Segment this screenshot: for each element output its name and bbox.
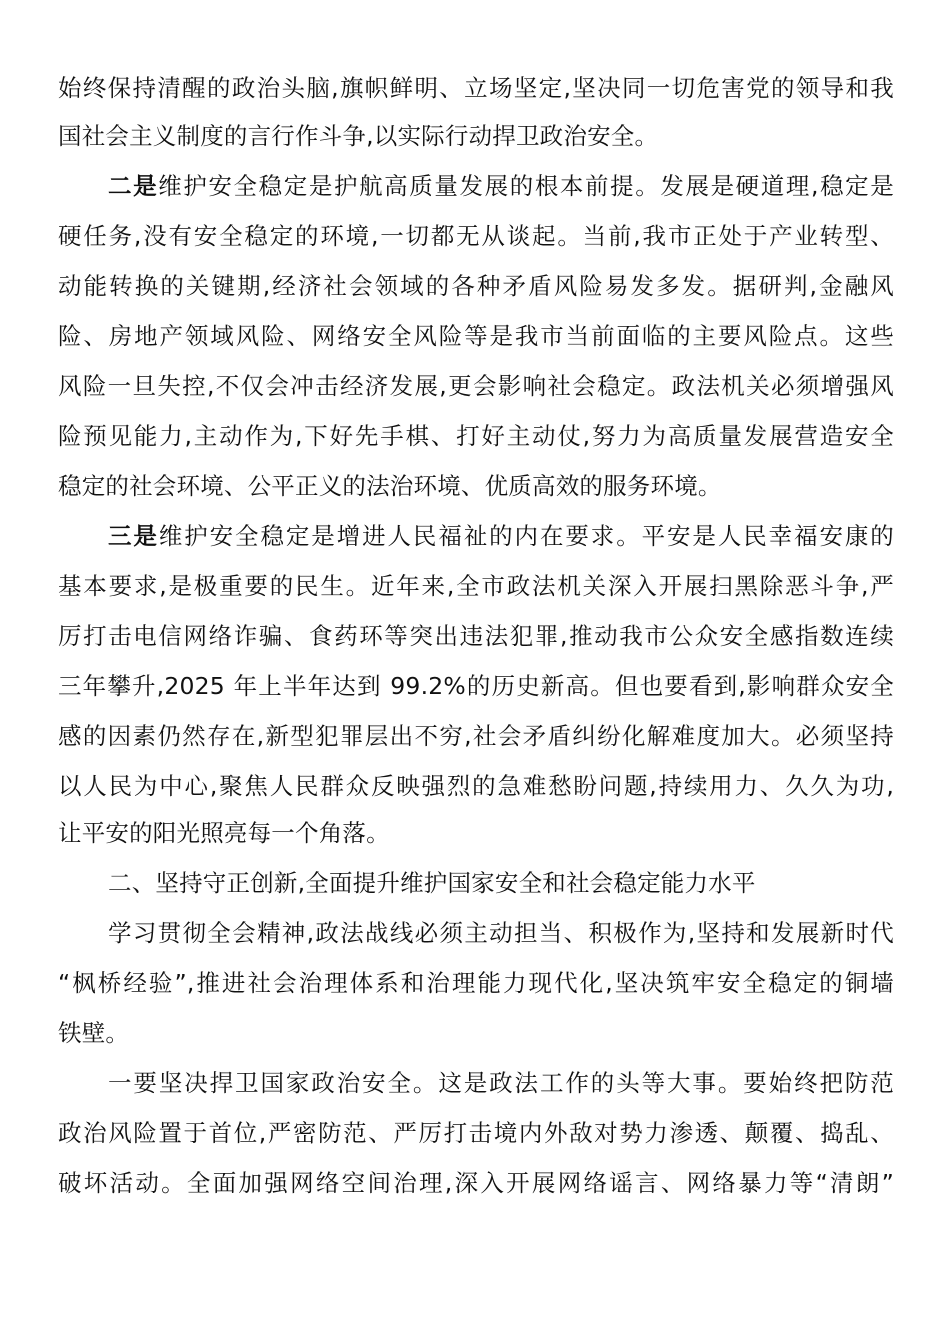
paragraph-line: 一要坚决捍卫国家政治安全。这是政法工作的头等大事。要始终把防范	[108, 1069, 894, 1097]
paragraph-line: 险预见能力,主动作为,下好先手棋、打好主动仗,努力为高质量发展营造安全	[58, 422, 894, 450]
paragraph-text: 维护安全稳定是增进人民福祉的内在要求。平安是人民幸福安康的	[158, 522, 894, 550]
paragraph-line: 稳定的社会环境、公平正义的法治环境、优质高效的服务环境。	[58, 472, 722, 500]
paragraph-line: 学习贯彻全会精神,政法战线必须主动担当、积极作为,坚持和发展新时代	[108, 919, 894, 947]
paragraph-line: 厉打击电信网络诈骗、食药环等突出违法犯罪,推动我市公众安全感指数连续	[58, 622, 894, 650]
paragraph-line: 风险一旦失控,不仅会冲击经济发展,更会影响社会稳定。政法机关必须增强风	[58, 372, 894, 400]
paragraph-line: 破坏活动。全面加强网络空间治理,深入开展网络谣言、网络暴力等“清朗”	[58, 1169, 894, 1197]
paragraph-line: 感的因素仍然存在,新型犯罪层出不穷,社会矛盾纠纷化解难度加大。必须坚持	[58, 722, 894, 750]
paragraph-line: 硬任务,没有安全稳定的环境,一切都无从谈起。当前,我市正处于产业转型、	[58, 222, 894, 250]
section-heading: 二、坚持守正创新,全面提升维护国家安全和社会稳定能力水平	[108, 869, 756, 897]
paragraph-text: 维护安全稳定是护航高质量发展的根本前提。发展是硬道理,稳定是	[158, 172, 894, 200]
paragraph-line: 让平安的阳光照亮每一个角落。	[58, 819, 390, 847]
paragraph-line: 三年攀升,2025 年上半年达到 99.2%的历史新高。但也要看到,影响群众安全	[58, 672, 894, 700]
paragraph-line: 始终保持清醒的政治头脑,旗帜鲜明、立场坚定,坚决同一切危害党的领导和我	[58, 74, 894, 102]
paragraph-line: 铁壁。	[58, 1019, 130, 1047]
paragraph-line: 险、房地产领域风险、网络安全风险等是我市当前面临的主要风险点。这些	[58, 322, 894, 350]
paragraph-line: 国社会主义制度的言行作斗争,以实际行动捍卫政治安全。	[58, 122, 659, 150]
paragraph-line	[108, 171, 894, 201]
paragraph-line: 政治风险置于首位,严密防范、严厉打击境内外敌对势力渗透、颠覆、捣乱、	[58, 1119, 894, 1147]
paragraph-line	[108, 521, 894, 551]
paragraph-line: “枫桥经验”,推进社会治理体系和治理能力现代化,坚决筑牢安全稳定的铜墙	[58, 969, 894, 997]
paragraph-line: 基本要求,是极重要的民生。近年来,全市政法机关深入开展扫黑除恶斗争,严	[58, 572, 894, 600]
paragraph-line: 以人民为中心,聚焦人民群众反映强烈的急难愁盼问题,持续用力、久久为功,	[58, 772, 894, 800]
paragraph-line: 动能转换的关键期,经济社会领域的各种矛盾风险易发多发。据研判,金融风	[58, 272, 894, 300]
point-lead: 三是	[108, 522, 159, 550]
point-lead: 二是	[108, 172, 159, 200]
